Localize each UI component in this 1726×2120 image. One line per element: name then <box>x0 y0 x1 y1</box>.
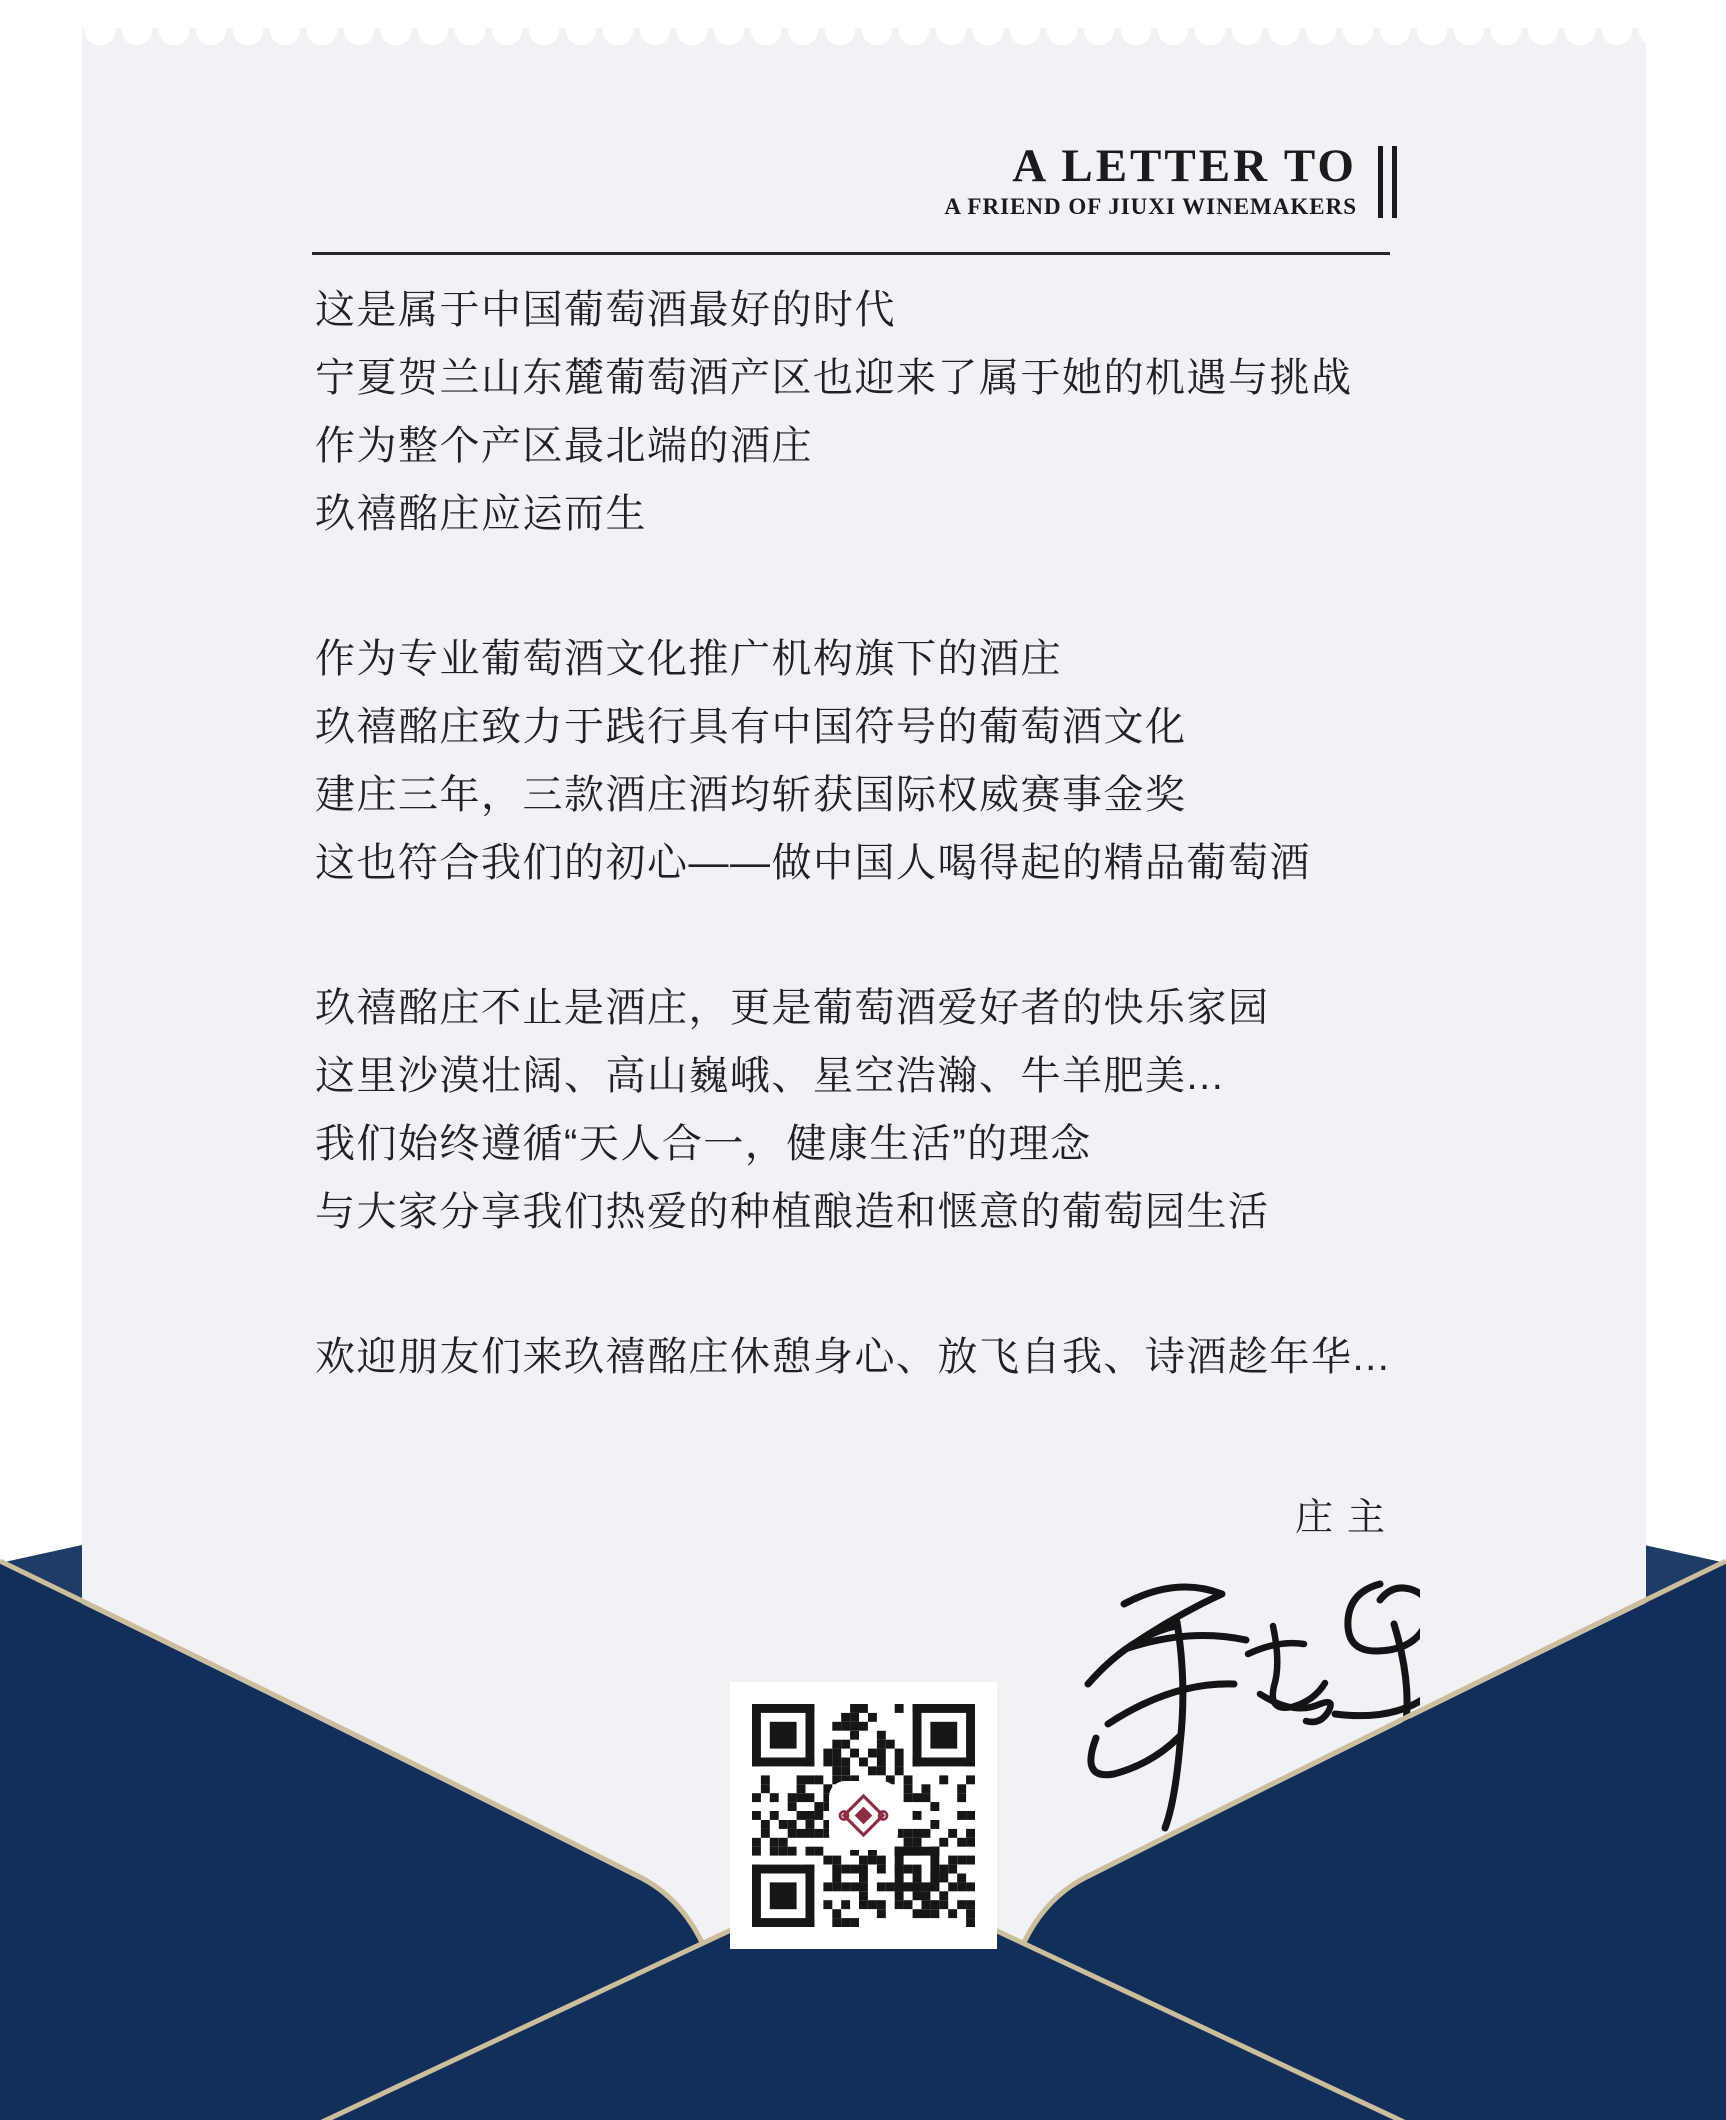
diamond-knot-logo-icon <box>832 1784 895 1847</box>
letter-paragraph <box>315 276 1475 548</box>
letter-line: 与大家分享我们热爱的种植酿造和惬意的葡萄园生活 <box>315 1190 1270 1234</box>
paper-scalloped-edge <box>82 28 1646 48</box>
letter-paragraph <box>315 974 1475 1246</box>
letter-masthead <box>944 140 1397 220</box>
letter-line: 这是属于中国葡萄酒最好的时代 <box>315 288 896 332</box>
letter-line: 玖禧酩庄应运而生 <box>315 492 647 536</box>
letter-line: 作为专业葡萄酒文化推广机构旗下的酒庄 <box>315 637 1062 681</box>
qr-code <box>730 1682 997 1949</box>
letter-title: A LETTER TO <box>1012 140 1357 192</box>
letter-line: 玖禧酩庄不止是酒庄，更是葡萄酒爱好者的快乐家园 <box>315 986 1270 1030</box>
letter-line: 这也符合我们的初心——做中国人喝得起的精品葡萄酒 <box>315 841 1311 885</box>
letter-line: 这里沙漠壮阔、高山巍峨、星空浩瀚、牛羊肥美... <box>315 1054 1225 1098</box>
owner-role-label: 庄主 <box>1294 1497 1399 1539</box>
letter-body <box>315 276 1475 1468</box>
double-bar-ornament-icon <box>1378 140 1397 220</box>
letter-line: 建庄三年，三款酒庄酒均斩获国际权威赛事金奖 <box>315 773 1187 817</box>
letter-subtitle: A FRIEND OF JIUXI WINEMAKERS <box>944 194 1357 219</box>
letter-paragraph <box>315 625 1475 897</box>
letter-line: 我们始终遵循“天人合一，健康生活”的理念 <box>315 1122 1092 1166</box>
letter-line: 作为整个产区最北端的酒庄 <box>315 424 813 468</box>
header-divider <box>312 252 1390 255</box>
owner-signature <box>1080 1532 1420 1852</box>
letter-line: 宁夏贺兰山东麓葡萄酒产区也迎来了属于她的机遇与挑战 <box>315 356 1353 400</box>
letter-line: 欢迎朋友们来玖禧酩庄休憩身心、放飞自我、诗酒趁年华... <box>315 1335 1391 1379</box>
letter-line: 玖禧酩庄致力于践行具有中国符号的葡萄酒文化 <box>315 705 1187 749</box>
envelope-back-right <box>1644 1545 1726 1680</box>
envelope-back-left <box>0 1545 82 1680</box>
letter-paragraph <box>315 1323 1475 1391</box>
